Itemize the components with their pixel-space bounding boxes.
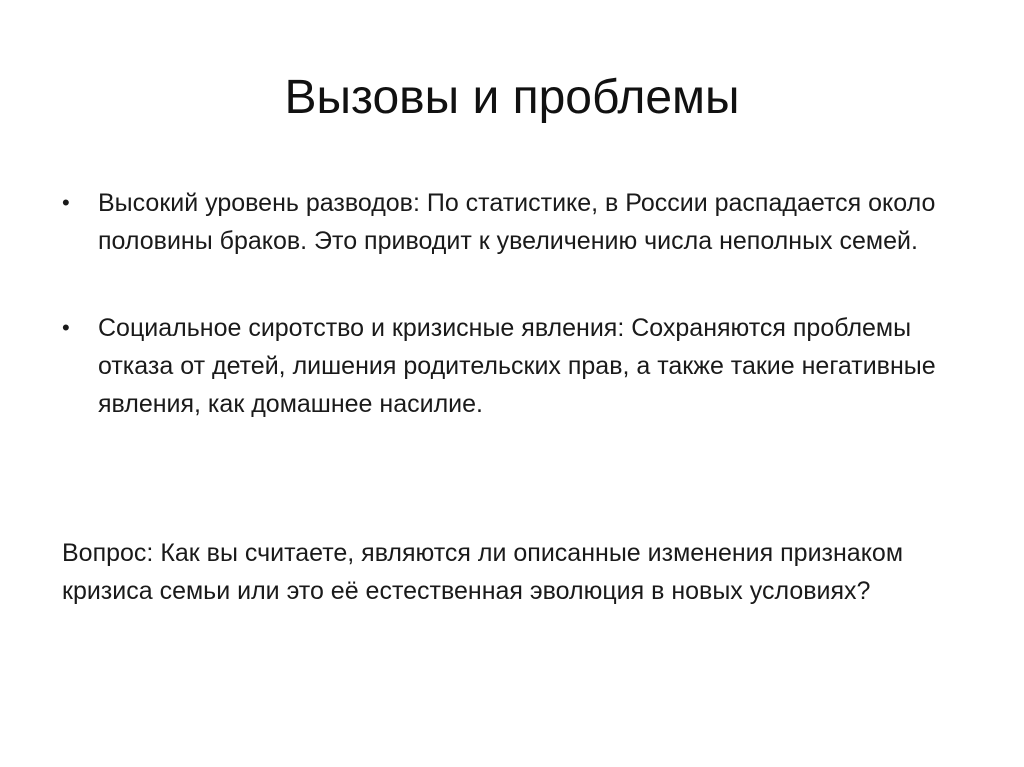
bullet-icon: • [62, 190, 70, 215]
bullet-text: Высокий уровень разводов: По статистике, в России распадается около половины браков. Это приводит к увеличению числа неполных семей. [98, 189, 936, 255]
bullet-icon: • [62, 315, 70, 340]
bullet-item-divorces [62, 184, 962, 260]
question-text: Вопрос: Как вы считаете, являются ли описанные изменения признаком кризиса семьи или это её естественная эволюция в новых условиях? [62, 539, 904, 605]
bullet-text: Социальное сиротство и кризисные явления: Сохраняются проблемы отказа от детей, лишения родительских прав, а также такие негативные явления, как домашнее насилие. [98, 314, 936, 418]
slide-title: Вызовы и проблемы [284, 71, 740, 124]
bullet-list [62, 184, 962, 472]
bullet-item-social-orphanhood [62, 309, 962, 423]
